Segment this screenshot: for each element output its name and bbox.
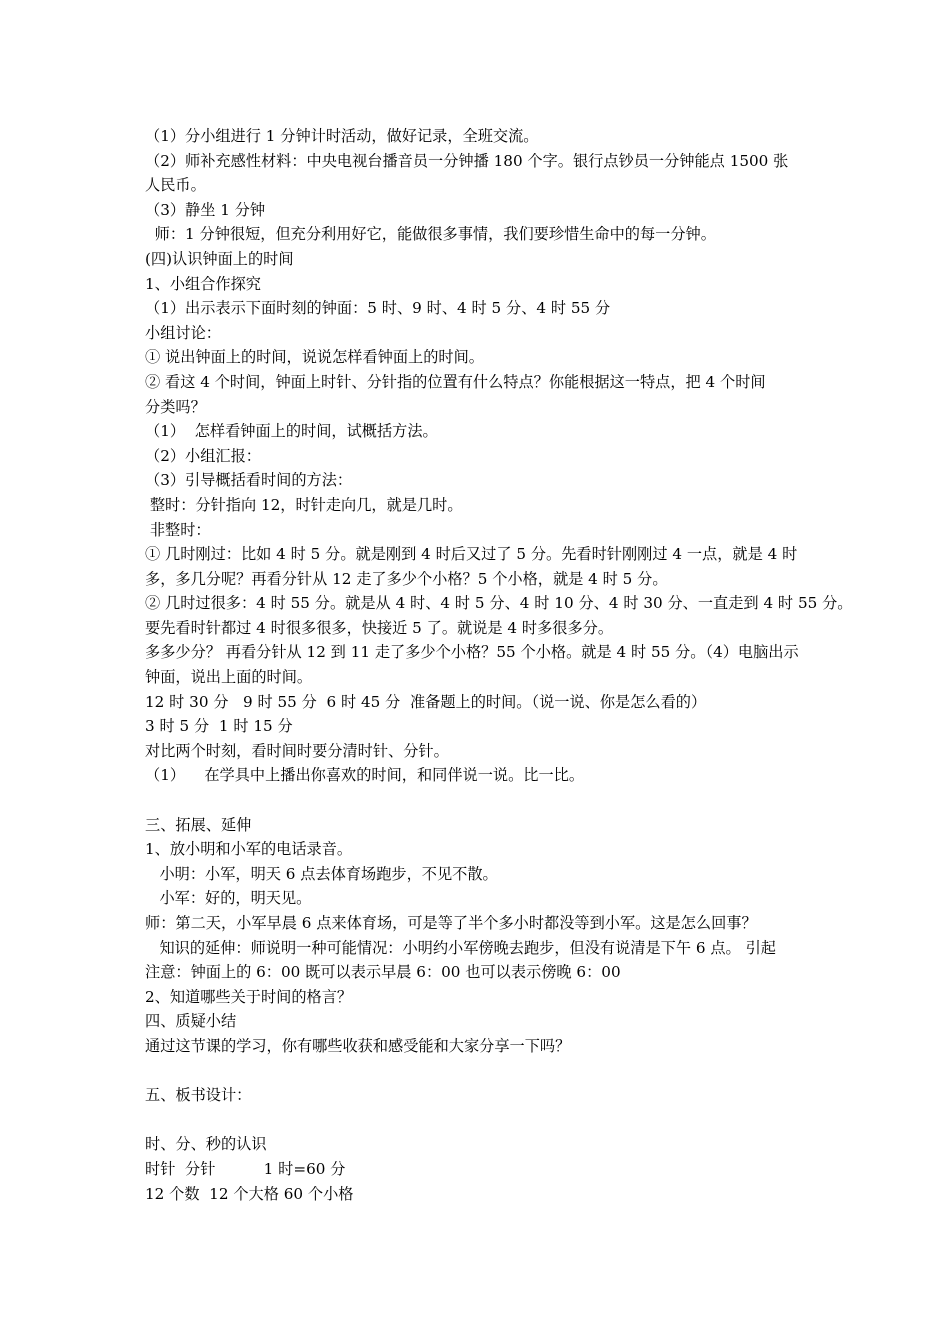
text-line: 注意：钟面上的 6：00 既可以表示早晨 6：00 也可以表示傍晚 6：00 bbox=[145, 963, 621, 982]
text-line: 师：第二天，小军早晨 6 点来体育场，可是等了半个多小时都没等到小军。这是怎么回事？ bbox=[145, 914, 757, 932]
text-line: 师：1 分钟很短，但充分利用好它，能做很多事情，我们要珍惜生命中的每一分钟。 bbox=[145, 225, 716, 244]
text-line: （1） 在学具中上播出你喜欢的时间，和同伴说一说。比一比。 bbox=[145, 766, 585, 785]
text-line: 2、知道哪些关于时间的格言？ bbox=[145, 987, 353, 1006]
text-line: 整时：分针指向 12，时针走向几，就是几时。 bbox=[145, 495, 463, 514]
text-line: 分类吗？ bbox=[145, 397, 206, 416]
text-line: 对比两个时刻，看时间时要分清时针、分针。 bbox=[145, 741, 449, 760]
section-heading: 三、拓展、延伸 bbox=[145, 815, 252, 834]
text-line: 1、放小明和小军的电话录音。 bbox=[145, 840, 353, 859]
section-heading: (四)认识钟面上的时间 bbox=[145, 249, 294, 268]
text-line: 12 个数 12 个大格 60 个小格 bbox=[145, 1184, 354, 1203]
text-line: （3）静坐 1 分钟 bbox=[145, 200, 266, 219]
text-line: 小军：好的，明天见。 bbox=[145, 889, 312, 908]
document-body bbox=[145, 124, 853, 1206]
text-line: ① 几时刚过：比如 4 时 5 分。就是刚到 4 时后又过了 5 分。先看时针刚刚过 4 一点，就是 4 时 bbox=[145, 545, 798, 564]
text-line: 时针 分针 1 时=60 分 bbox=[145, 1159, 346, 1178]
blank-line bbox=[145, 1059, 813, 1084]
section-heading: 五、板书设计： bbox=[145, 1086, 252, 1105]
text-line: 知识的延伸：师说明一种可能情况：小明约小军傍晚去跑步，但没有说清是下午 6 点。 引起 bbox=[145, 938, 776, 957]
text-line: （3）引导概括看时间的方法： bbox=[145, 471, 353, 490]
section-heading: 四、质疑小结 bbox=[145, 1012, 237, 1031]
text-line: 12 时 30 分 9 时 55 分 6 时 45 分 准备题上的时间。（说一说、你是怎么看的） bbox=[145, 692, 707, 711]
text-line: 3 时 5 分 1 时 15 分 bbox=[145, 717, 293, 736]
text-line: 钟面，说出上面的时间。 bbox=[145, 668, 313, 687]
text-line: （2）师补充感性材料：中央电视台播音员一分钟播 180 个字。银行点钞员一分钟能点 1500 张 bbox=[145, 151, 789, 170]
text-line: （1）出示表示下面时刻的钟面：5 时、9 时、4 时 5 分、4 时 55 分 bbox=[145, 299, 611, 318]
text-line: 通过这节课的学习，你有哪些收获和感受能和大家分享一下吗？ bbox=[145, 1036, 571, 1055]
text-line: 要先看时针都过 4 时很多很多，快接近 5 了。就说是 4 时多很多分。 bbox=[145, 618, 614, 637]
text-line: 小明：小军，明天 6 点去体育场跑步，不见不散。 bbox=[145, 864, 498, 883]
board-title: 时、分、秒的认识 bbox=[145, 1135, 267, 1154]
text-line: （1） 怎样看钟面上的时间，试概括方法。 bbox=[145, 422, 438, 441]
text-line: ① 说出钟面上的时间，说说怎样看钟面上的时间。 bbox=[145, 348, 484, 367]
text-line: （2）小组汇报： bbox=[145, 446, 261, 465]
text-line: 人民币。 bbox=[145, 176, 206, 195]
blank-line bbox=[145, 1108, 813, 1133]
text-line: 小组讨论： bbox=[145, 323, 221, 342]
text-line: 多，多几分呢？再看分针从 12 走了多少个小格？5 个小格，就是 4 时 5 分。 bbox=[145, 569, 668, 588]
text-line: 1、小组合作探究 bbox=[145, 274, 261, 293]
text-line: 多多少分？ 再看分针从 12 到 11 走了多少个小格？55 个小格。就是 4 时 55 分。（4）电脑出示 bbox=[145, 643, 799, 662]
text-line: ② 看这 4 个时间，钟面上时针、分针指的位置有什么特点？你能根据这一特点，把 4 个时间 bbox=[145, 372, 766, 391]
text-line: （1）分小组进行 1 分钟计时活动，做好记录，全班交流。 bbox=[145, 127, 539, 145]
text-line: ② 几时过很多：4 时 55 分。就是从 4 时、4 时 5 分、4 时 10 分、4 时 30 分、一直走到 4 时 55 分。 bbox=[145, 594, 853, 613]
blank-line bbox=[145, 788, 813, 813]
text-line: 非整时： bbox=[145, 520, 211, 539]
